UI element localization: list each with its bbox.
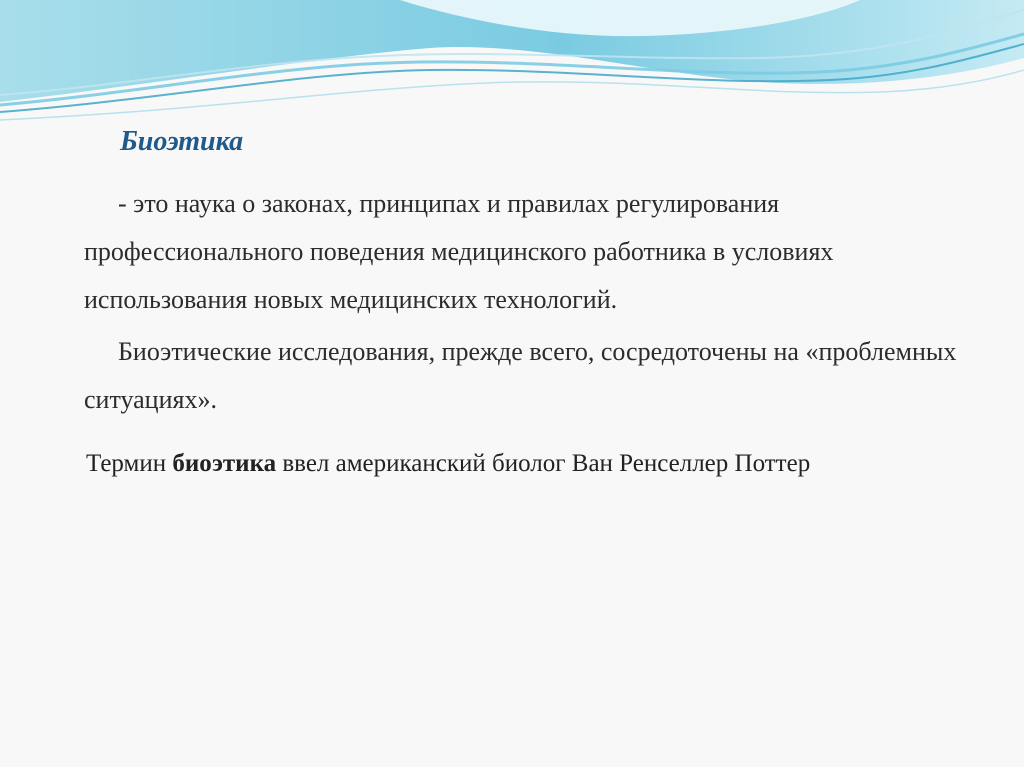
term-note [86, 447, 946, 481]
term-note-suffix: ввел американский биолог Ван Ренселлер Поттер [276, 450, 811, 477]
research-paragraph: Биоэтические исследования, прежде всего, сосредоточены на «проблемных ситуациях». [84, 337, 957, 414]
slide-title: Биоэтика [120, 126, 244, 157]
term-note-prefix: Термин [86, 450, 173, 477]
term-note-term: биоэтика [172, 450, 277, 477]
definition-paragraph: - это наука о законах, принципах и правилах регулирования профессионального поведения медицинского работника в условиях использования новых медицинских технологий. [84, 189, 834, 314]
